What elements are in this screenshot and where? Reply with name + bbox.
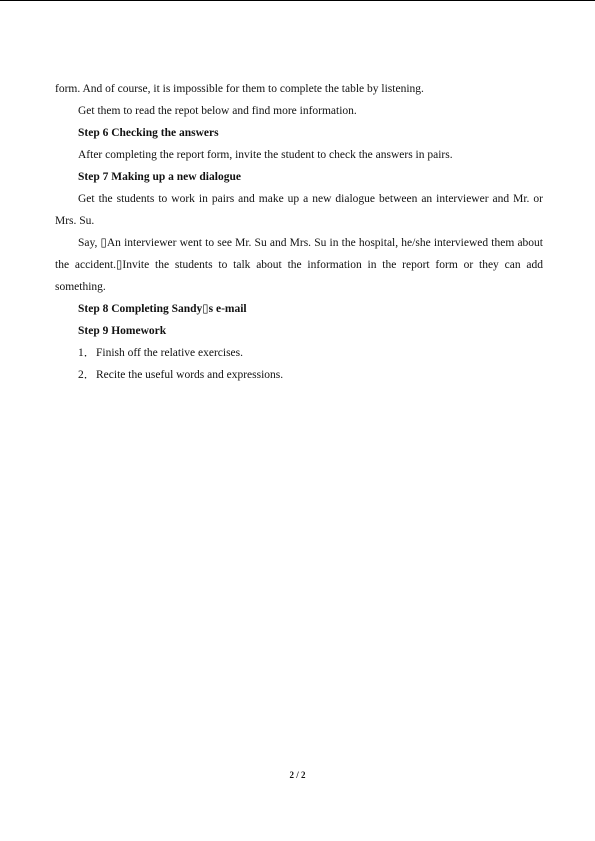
list-text: Finish off the relative exercises. [96, 347, 244, 359]
list-item [55, 364, 543, 386]
step-6-heading: Step 6 Checking the answers [78, 127, 219, 139]
paragraph-read-report: Get them to read the repot below and find more information. [78, 105, 357, 117]
list-number: 2． [78, 369, 96, 381]
list-number: 1． [78, 347, 96, 359]
header-rule [0, 0, 595, 1]
paragraph-check-answers: After completing the report form, invite the student to check the answers in pairs. [78, 149, 453, 161]
document-body [55, 78, 543, 386]
paragraph-pair-dialogue: Get the students to work in pairs and make up a new dialogue between an interviewer and Mr. or Mrs. Su. [55, 193, 543, 227]
list-text: Recite the useful words and expressions. [96, 369, 284, 381]
step-9-heading: Step 9 Homework [78, 325, 167, 337]
paragraph-continuation: form. And of course, it is impossible for them to complete the table by listening. [55, 83, 424, 95]
paragraph-interviewer-prompt: Say, ▯An interviewer went to see Mr. Su and Mrs. Su in the hospital, he/she interviewed them about the accident.▯Invite the students to talk about the information in the report form or they can add something. [55, 237, 543, 293]
step-8-heading: Step 8 Completing Sandy▯s e-mail [78, 303, 247, 315]
step-7-heading: Step 7 Making up a new dialogue [78, 171, 241, 183]
list-item [55, 342, 543, 364]
page-number: 2 / 2 [289, 770, 306, 780]
